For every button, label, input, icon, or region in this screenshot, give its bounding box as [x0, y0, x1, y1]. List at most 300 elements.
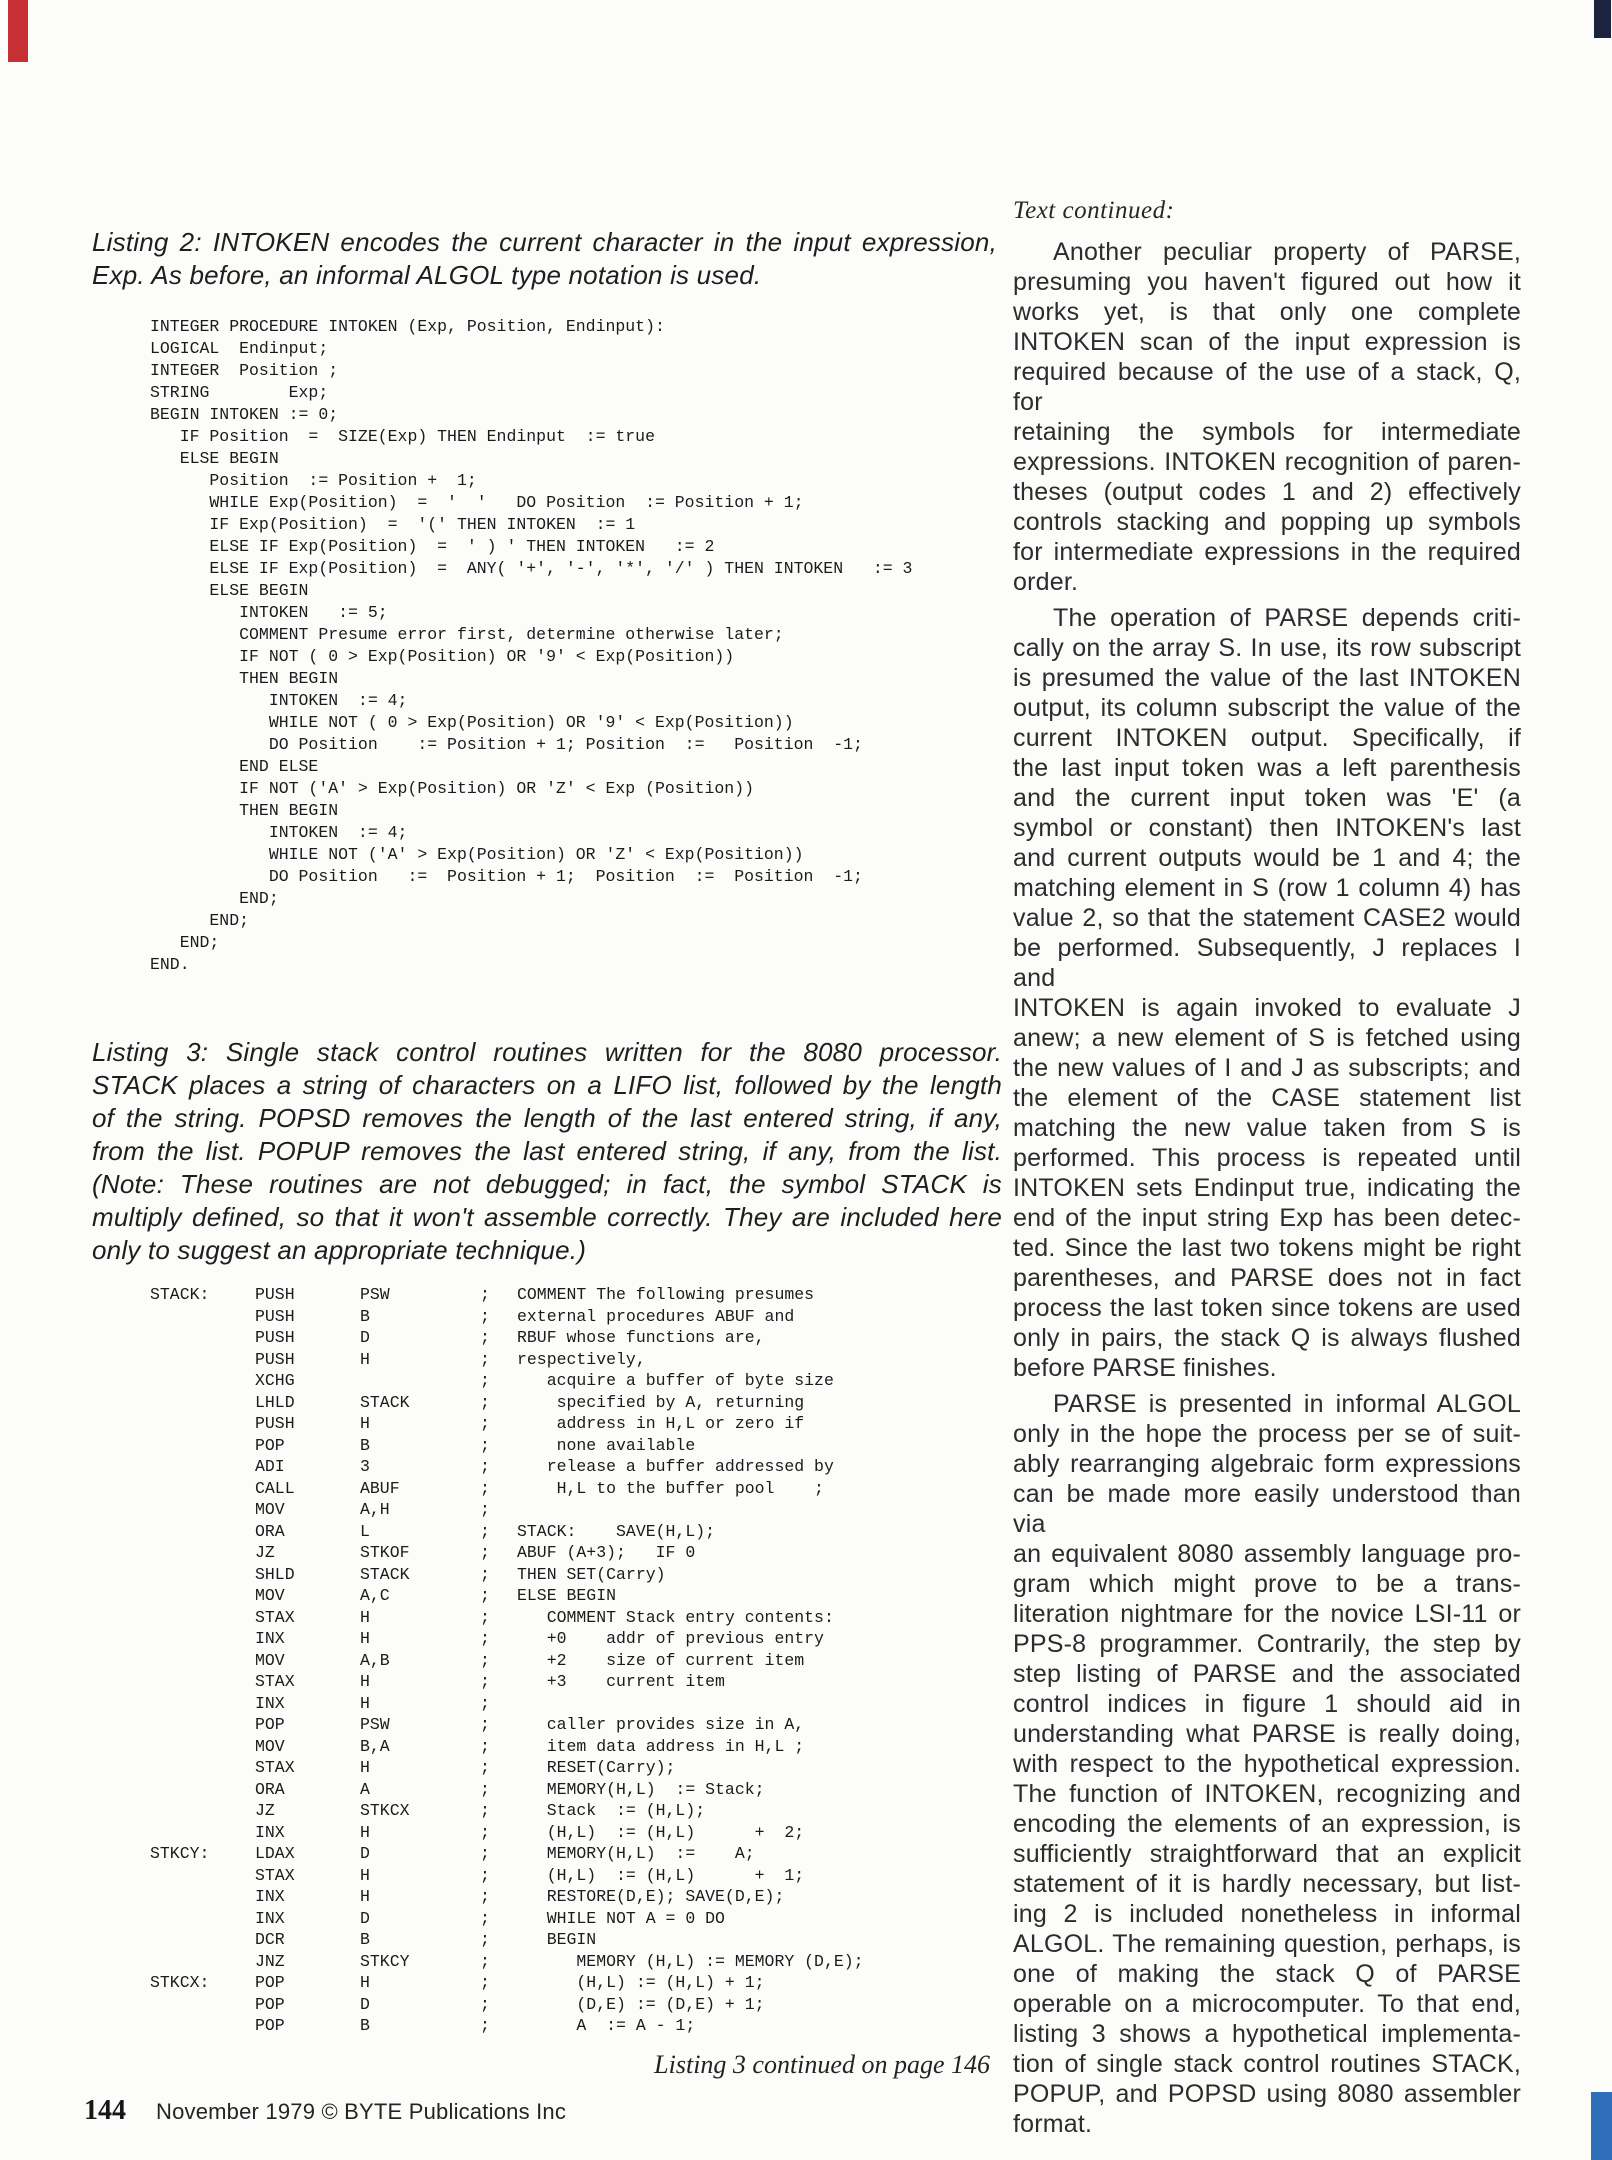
text-line: WHILE NOT ( 0 > Exp(Position) OR '9' < Exp(Position)): [150, 713, 794, 732]
assembly-operand: STKCX: [360, 1801, 410, 1820]
text-line: END;: [150, 911, 250, 930]
assembly-operand: H: [360, 1693, 370, 1713]
assembly-operand: A,B: [360, 1650, 390, 1670]
assembly-comment: (H,L) := (H,L) + 1;: [517, 1865, 805, 1885]
assembly-row: [150, 1822, 995, 1844]
assembly-row: [150, 1650, 995, 1672]
assembly-opcode: ADI: [255, 1457, 285, 1476]
text-line: ing 2 is included nonetheless in informal: [1013, 1900, 1521, 1928]
text-line: IF NOT ('A' > Exp(Position) OR 'Z' < Exp (Position)): [150, 779, 754, 798]
assembly-label: [150, 1392, 255, 1414]
assembly-semicolon: ;: [480, 1951, 490, 1971]
assembly-operand: PSW: [360, 1715, 390, 1734]
assembly-label: [150, 1607, 255, 1629]
assembly-operand: D: [360, 1844, 370, 1863]
assembly-operand: A,H: [360, 1500, 390, 1519]
text-line: step listing of PARSE and the associated: [1013, 1660, 1521, 1688]
text-line: from the list. POPUP removes the last entered string, if any, from the list.: [92, 1136, 1002, 1166]
listing2-caption: [92, 226, 997, 292]
assembly-row: [150, 1607, 995, 1629]
assembly-semicolon: ;: [480, 1865, 490, 1885]
assembly-comment: ELSE BEGIN: [517, 1586, 617, 1605]
assembly-operand: H: [360, 1973, 370, 1992]
assembly-opcode: POP: [255, 1973, 285, 1992]
assembly-row: [150, 1929, 995, 1951]
text-line: tion of single stack control routines STACK,: [1013, 2050, 1521, 2078]
text-line: encoding the elements of an expression, is: [1013, 1810, 1521, 1838]
assembly-semicolon: ;: [480, 1650, 490, 1670]
assembly-opcode: ORA: [255, 1779, 285, 1799]
listing2-code: [150, 316, 1010, 976]
text-line: and current outputs would be 1 and 4; the: [1013, 844, 1521, 872]
assembly-row: [150, 1370, 995, 1392]
text-line: presuming you haven't figured out how it: [1013, 268, 1521, 296]
assembly-comment: MEMORY(H,L) := A;: [517, 1844, 755, 1863]
assembly-opcode: INX: [255, 1693, 285, 1713]
text-line: only in pairs, the stack Q is always flushed: [1013, 1324, 1521, 1352]
text-line: Exp. As before, an informal ALGOL type notation is used.: [92, 260, 762, 290]
text-line: PARSE is presented in informal ALGOL: [1053, 1390, 1521, 1418]
assembly-row: [150, 1628, 995, 1650]
assembly-row: [150, 1886, 995, 1908]
text-line: can be made more easily understood than via: [1013, 1480, 1521, 1538]
assembly-row: [150, 1521, 995, 1543]
assembly-opcode: PUSH: [255, 1306, 295, 1326]
text-line: IF Position = SIZE(Exp) THEN Endinput := true: [150, 427, 655, 446]
assembly-semicolon: ;: [480, 1693, 490, 1713]
assembly-comment: [501, 1499, 995, 1521]
text-line: anew; a new element of S is fetched using: [1013, 1024, 1521, 1052]
assembly-opcode: STAX: [255, 1607, 295, 1627]
assembly-opcode: INX: [255, 1629, 285, 1648]
text-line: an equivalent 8080 assembly language pro-: [1013, 1540, 1521, 1568]
assembly-operand: H: [360, 1349, 370, 1369]
assembly-semicolon: ;: [480, 1349, 490, 1369]
assembly-semicolon: ;: [480, 1328, 490, 1347]
text-line: control indices in figure 1 should aid in: [1013, 1690, 1521, 1718]
listing3-assembly: [150, 1284, 995, 2037]
assembly-operand: B: [360, 1306, 370, 1326]
text-line: literation nightmare for the novice LSI-11 or: [1013, 1600, 1521, 1628]
assembly-semicolon: ;: [480, 1887, 490, 1906]
text-line: one of making the stack Q of PARSE: [1013, 1960, 1521, 1988]
assembly-opcode: PUSH: [255, 1328, 295, 1347]
text-line: retaining the symbols for intermediate: [1013, 418, 1521, 446]
assembly-comment: COMMENT The following presumes: [517, 1285, 815, 1304]
text-line: ALGOL. The remaining question, perhaps, is: [1013, 1930, 1521, 1958]
assembly-row: [150, 1994, 995, 2016]
text-line: ELSE IF Exp(Position) = ANY( '+', '-', '*', '/' ) THEN INTOKEN := 3: [150, 559, 913, 578]
assembly-comment: address in H,L or zero if: [517, 1414, 805, 1433]
assembly-semicolon: ;: [480, 1779, 490, 1799]
assembly-operand: STKOF: [360, 1543, 410, 1562]
assembly-row: [150, 1327, 995, 1349]
assembly-semicolon: ;: [480, 1371, 490, 1390]
text-continued-heading: Text continued:: [1013, 197, 1175, 224]
assembly-comment: MEMORY(H,L) := Stack;: [517, 1779, 765, 1799]
assembly-comment: respectively,: [517, 1349, 646, 1369]
text-line: ably rearranging algebraic form expressions: [1013, 1450, 1521, 1478]
assembly-operand: PSW: [360, 1285, 390, 1304]
assembly-label: [150, 1499, 255, 1521]
assembly-label: [150, 2015, 255, 2037]
assembly-label: [150, 1435, 255, 1457]
text-line: gram which might prove to be a trans-: [1013, 1570, 1521, 1598]
assembly-comment: external procedures ABUF and: [517, 1306, 795, 1326]
assembly-operand: H: [360, 1758, 370, 1777]
assembly-label: [150, 1650, 255, 1672]
assembly-opcode: DCR: [255, 1930, 285, 1949]
imprint: November 1979 © BYTE Publications Inc: [156, 2099, 567, 2124]
assembly-semicolon: ;: [480, 1822, 490, 1842]
text-line: theses (output codes 1 and 2) effectively: [1013, 478, 1521, 506]
assembly-label: [150, 1865, 255, 1887]
assembly-semicolon: ;: [480, 1973, 490, 1992]
assembly-comment: A := A - 1;: [517, 2016, 696, 2035]
assembly-opcode: JZ: [255, 1801, 275, 1820]
assembly-label: [150, 1779, 255, 1801]
assembly-opcode: POP: [255, 2016, 285, 2035]
assembly-row: [150, 1349, 995, 1371]
assembly-semicolon: ;: [480, 2016, 490, 2035]
blue-edge-mark: [1591, 2092, 1612, 2160]
assembly-semicolon: ;: [480, 1908, 490, 1928]
assembly-opcode: LHLD: [255, 1392, 295, 1412]
text-line: IF Exp(Position) = '(' THEN INTOKEN := 1: [150, 515, 636, 534]
assembly-opcode: JZ: [255, 1543, 275, 1562]
text-line: END.: [150, 955, 190, 974]
assembly-row: [150, 1843, 995, 1865]
assembly-opcode: SHLD: [255, 1564, 295, 1584]
text-line: ELSE BEGIN: [150, 449, 279, 468]
assembly-row: [150, 1800, 995, 1822]
assembly-opcode: PUSH: [255, 1285, 295, 1304]
assembly-label: [150, 1822, 255, 1844]
text-line: WHILE NOT ('A' > Exp(Position) OR 'Z' < Exp(Position)): [150, 845, 804, 864]
red-edge-mark: [8, 0, 28, 62]
assembly-row: [150, 1951, 995, 1973]
assembly-label: [150, 1908, 255, 1930]
assembly-opcode: MOV: [255, 1500, 285, 1519]
navy-edge-mark: [1594, 0, 1611, 38]
assembly-label: [150, 1886, 255, 1908]
assembly-opcode: PUSH: [255, 1349, 295, 1369]
assembly-operand: A,C: [360, 1586, 390, 1605]
text-line: ted. Since the last two tokens might be right: [1013, 1234, 1521, 1262]
assembly-comment: Stack := (H,L);: [517, 1801, 706, 1820]
text-line: END ELSE: [150, 757, 319, 776]
assembly-operand: H: [360, 1865, 370, 1885]
assembly-operand: B: [360, 1435, 370, 1455]
assembly-semicolon: ;: [480, 1758, 490, 1777]
text-line: Another peculiar property of PARSE,: [1053, 238, 1521, 266]
page-footer: [84, 2095, 566, 2127]
assembly-opcode: MOV: [255, 1650, 285, 1670]
right-column: [1013, 196, 1521, 2145]
text-line: STACK places a string of characters on a LIFO list, followed by the length: [92, 1070, 1002, 1100]
text-line: format.: [1013, 2110, 1093, 2138]
page-number: 144: [84, 2095, 126, 2126]
text-line: the last input token was a left parenthesis: [1013, 754, 1521, 782]
text-line: THEN BEGIN: [150, 669, 339, 688]
assembly-row: [150, 1413, 995, 1435]
assembly-operand: H: [360, 1887, 370, 1906]
assembly-comment: release a buffer addressed by: [517, 1457, 834, 1476]
assembly-comment: RBUF whose functions are,: [517, 1328, 765, 1347]
text-line: only in the hope the process per se of suit-: [1013, 1420, 1521, 1448]
text-line: POPUP, and POPSD using 8080 assembler: [1013, 2080, 1521, 2108]
assembly-label: [150, 1929, 255, 1951]
assembly-opcode: MOV: [255, 1736, 285, 1756]
paragraph: [1013, 237, 1521, 597]
assembly-semicolon: ;: [480, 1994, 490, 2014]
assembly-opcode: STAX: [255, 1758, 295, 1777]
assembly-label: [150, 1671, 255, 1693]
text-line: COMMENT Presume error first, determine otherwise later;: [150, 625, 784, 644]
assembly-opcode: POP: [255, 1715, 285, 1734]
assembly-label: [150, 1306, 255, 1328]
text-line: value 2, so that the statement CASE2 would: [1013, 904, 1521, 932]
assembly-row: [150, 1435, 995, 1457]
text-line: matching the new value taken from S is: [1013, 1114, 1521, 1142]
assembly-operand: 3: [360, 1457, 370, 1476]
assembly-semicolon: ;: [480, 1543, 490, 1562]
text-line: The operation of PARSE depends criti-: [1053, 604, 1521, 632]
text-line: ELSE BEGIN: [150, 581, 309, 600]
assembly-operand: B: [360, 1930, 370, 1949]
text-line: for intermediate expressions in the required: [1013, 538, 1521, 566]
assembly-row: [150, 1757, 995, 1779]
assembly-semicolon: ;: [480, 1736, 490, 1756]
listing3-caption: [92, 1036, 1002, 1267]
text-line: and the current input token was 'E' (a: [1013, 784, 1521, 812]
assembly-row: [150, 1564, 995, 1586]
text-line: INTEGER Position ;: [150, 361, 339, 380]
assembly-row: [150, 1865, 995, 1887]
assembly-comment: (H,L) := (H,L) + 1;: [517, 1973, 765, 1992]
assembly-semicolon: ;: [480, 1607, 490, 1627]
assembly-label: [150, 1736, 255, 1758]
assembly-comment: ABUF (A+3); IF 0: [517, 1543, 696, 1562]
text-line: is presumed the value of the last INTOKEN: [1013, 664, 1521, 692]
assembly-semicolon: ;: [480, 1414, 490, 1433]
text-line: Listing 2: INTOKEN encodes the current character in the input expression,: [92, 227, 997, 257]
assembly-operand: H: [360, 1629, 370, 1648]
text-line: output, its column subscript the value of the: [1013, 694, 1521, 722]
assembly-semicolon: ;: [480, 1629, 490, 1648]
text-line: WHILE Exp(Position) = ' ' DO Position := Position + 1;: [150, 493, 804, 512]
assembly-label: [150, 1714, 255, 1736]
assembly-opcode: STAX: [255, 1672, 295, 1691]
assembly-operand: ABUF: [360, 1478, 400, 1498]
right-column-paragraphs: [1013, 237, 1521, 2139]
assembly-comment: none available: [517, 1435, 696, 1455]
listing3-continued-note: Listing 3 continued on page 146: [654, 2050, 990, 2079]
assembly-operand: H: [360, 1607, 370, 1627]
text-line: performed. This process is repeated until: [1013, 1144, 1521, 1172]
assembly-semicolon: ;: [480, 1564, 490, 1584]
text-line: symbol or constant) then INTOKEN's last: [1013, 814, 1521, 842]
assembly-operand: D: [360, 1328, 370, 1347]
assembly-label: [150, 1413, 255, 1435]
assembly-label: [150, 1542, 255, 1564]
assembly-row: [150, 1392, 995, 1414]
assembly-row: [150, 1693, 995, 1715]
assembly-opcode: ORA: [255, 1521, 285, 1541]
assembly-row: [150, 1456, 995, 1478]
text-line: ELSE IF Exp(Position) = ' ) ' THEN INTOKEN := 2: [150, 537, 715, 556]
assembly-operand: [360, 1370, 480, 1392]
text-line: operable on a microcomputer. To that end,: [1013, 1990, 1521, 2018]
assembly-operand: H: [360, 1414, 370, 1433]
text-line: listing 3 shows a hypothetical implementa-: [1013, 2020, 1521, 2048]
assembly-comment: (D,E) := (D,E) + 1;: [517, 1994, 765, 2014]
text-line: BEGIN INTOKEN := 0;: [150, 405, 339, 424]
text-line: STRING Exp;: [150, 383, 329, 402]
assembly-row: [150, 1779, 995, 1801]
text-line: sufficiently straightforward that an explicit: [1013, 1840, 1521, 1868]
assembly-row: [150, 1671, 995, 1693]
assembly-label: [150, 1521, 255, 1543]
assembly-comment: +0 addr of previous entry: [517, 1629, 824, 1648]
assembly-comment: acquire a buffer of byte size: [517, 1371, 834, 1390]
assembly-opcode: INX: [255, 1908, 285, 1928]
assembly-comment: [501, 1693, 995, 1715]
assembly-row: [150, 1714, 995, 1736]
text-line: IF NOT ( 0 > Exp(Position) OR '9' < Exp(Position)): [150, 647, 735, 666]
assembly-comment: specified by A, returning: [517, 1392, 805, 1412]
assembly-row: [150, 1908, 995, 1930]
text-line: order.: [1013, 568, 1079, 596]
assembly-operand: D: [360, 1908, 370, 1928]
assembly-row: [150, 1972, 995, 1994]
assembly-row: [150, 1284, 995, 1306]
assembly-semicolon: ;: [480, 1285, 490, 1304]
assembly-label: STACK:: [150, 1285, 210, 1304]
text-line: PPS-8 programmer. Contrarily, the step by: [1013, 1630, 1521, 1658]
text-line: (Note: These routines are not debugged; in fact, the symbol STACK is: [92, 1169, 1002, 1199]
text-line: matching element in S (row 1 column 4) has: [1013, 874, 1521, 902]
text-line: parentheses, and PARSE does not in fact: [1013, 1264, 1521, 1292]
assembly-comment: RESTORE(D,E); SAVE(D,E);: [517, 1887, 785, 1906]
text-line: of the string. POPSD removes the length of the last entered string, if any,: [92, 1103, 1002, 1133]
assembly-comment: MEMORY (H,L) := MEMORY (D,E);: [517, 1951, 864, 1971]
text-line: INTOKEN scan of the input expression is: [1013, 328, 1521, 356]
assembly-comment: WHILE NOT A = 0 DO: [517, 1908, 725, 1928]
text-line: Position := Position + 1;: [150, 471, 477, 490]
text-line: understanding what PARSE is really doing,: [1013, 1720, 1521, 1748]
text-line: required because of the use of a stack, Q, for: [1013, 358, 1521, 416]
assembly-comment: H,L to the buffer pool ;: [517, 1478, 824, 1498]
assembly-semicolon: ;: [480, 1672, 490, 1691]
assembly-semicolon: ;: [480, 1500, 490, 1519]
text-line: statement of it is hardly necessary, but list-: [1013, 1870, 1521, 1898]
assembly-operand: H: [360, 1672, 370, 1691]
text-line: the element of the CASE statement list: [1013, 1084, 1521, 1112]
assembly-semicolon: ;: [480, 1586, 490, 1605]
assembly-operand: STACK: [360, 1564, 410, 1584]
text-line: DO Position := Position + 1; Position := Position -1;: [150, 867, 863, 886]
assembly-comment: COMMENT Stack entry contents:: [517, 1607, 834, 1627]
assembly-label: [150, 1456, 255, 1478]
assembly-operand: B,A: [360, 1736, 390, 1756]
text-line: INTOKEN := 4;: [150, 823, 408, 842]
assembly-row: [150, 1478, 995, 1500]
assembly-semicolon: ;: [480, 1306, 490, 1326]
assembly-semicolon: ;: [480, 1478, 490, 1498]
text-line: multiply defined, so that it won't assemble correctly. They are included here: [92, 1202, 1002, 1232]
paragraph: [1013, 1389, 1521, 2139]
paragraph: [1013, 603, 1521, 1383]
assembly-comment: THEN SET(Carry): [517, 1564, 666, 1584]
assembly-label: [150, 1349, 255, 1371]
assembly-semicolon: ;: [480, 1457, 490, 1476]
assembly-opcode: POP: [255, 1435, 285, 1455]
assembly-row: [150, 1542, 995, 1564]
text-line: end of the input string Exp has been detec-: [1013, 1204, 1521, 1232]
text-line: the new values of I and J as subscripts; and: [1013, 1054, 1521, 1082]
text-line: cally on the array S. In use, its row subscript: [1013, 634, 1521, 662]
text-line: before PARSE finishes.: [1013, 1354, 1277, 1382]
text-line: expressions. INTOKEN recognition of paren-: [1013, 448, 1521, 476]
assembly-row: [150, 1736, 995, 1758]
assembly-label: [150, 1951, 255, 1973]
assembly-opcode: LDAX: [255, 1844, 295, 1863]
assembly-label: [150, 1994, 255, 2016]
assembly-comment: +3 current item: [517, 1672, 725, 1691]
assembly-operand: D: [360, 1994, 370, 2014]
text-line: Listing 3: Single stack control routines written for the 8080 processor.: [92, 1037, 1002, 1067]
text-line: current INTOKEN output. Specifically, if: [1013, 724, 1521, 752]
assembly-semicolon: ;: [480, 1521, 490, 1541]
assembly-semicolon: ;: [480, 1392, 490, 1412]
assembly-semicolon: ;: [480, 1844, 490, 1863]
text-line: with respect to the hypothetical expression.: [1013, 1750, 1521, 1778]
assembly-operand: H: [360, 1822, 370, 1842]
assembly-comment: item data address in H,L ;: [517, 1736, 805, 1756]
assembly-comment: RESET(Carry);: [517, 1758, 676, 1777]
assembly-label: STKCX:: [150, 1973, 210, 1992]
assembly-label: [150, 1478, 255, 1500]
text-line: be performed. Subsequently, J replaces I and: [1013, 934, 1521, 992]
assembly-opcode: STAX: [255, 1865, 295, 1885]
text-line: INTOKEN := 5;: [150, 603, 388, 622]
assembly-opcode: MOV: [255, 1586, 285, 1605]
assembly-label: [150, 1693, 255, 1715]
assembly-row: [150, 1585, 995, 1607]
text-line: controls stacking and popping up symbols: [1013, 508, 1521, 536]
assembly-operand: STKCY: [360, 1951, 410, 1971]
assembly-comment: caller provides size in A,: [517, 1715, 805, 1734]
assembly-comment: BEGIN: [517, 1930, 597, 1949]
text-line: process the last token since tokens are used: [1013, 1294, 1521, 1322]
assembly-opcode: JNZ: [255, 1951, 285, 1971]
text-line: THEN BEGIN: [150, 801, 339, 820]
assembly-label: [150, 1628, 255, 1650]
assembly-semicolon: ;: [480, 1715, 490, 1734]
assembly-row: [150, 1499, 995, 1521]
assembly-semicolon: ;: [480, 1435, 490, 1455]
assembly-semicolon: ;: [480, 1930, 490, 1949]
text-line: END;: [150, 889, 279, 908]
assembly-operand: B: [360, 2016, 370, 2035]
text-line: works yet, is that only one complete: [1013, 298, 1521, 326]
assembly-opcode: POP: [255, 1994, 285, 2014]
assembly-opcode: XCHG: [255, 1371, 295, 1390]
assembly-label: [150, 1585, 255, 1607]
assembly-comment: +2 size of current item: [517, 1650, 805, 1670]
assembly-semicolon: ;: [480, 1801, 490, 1820]
